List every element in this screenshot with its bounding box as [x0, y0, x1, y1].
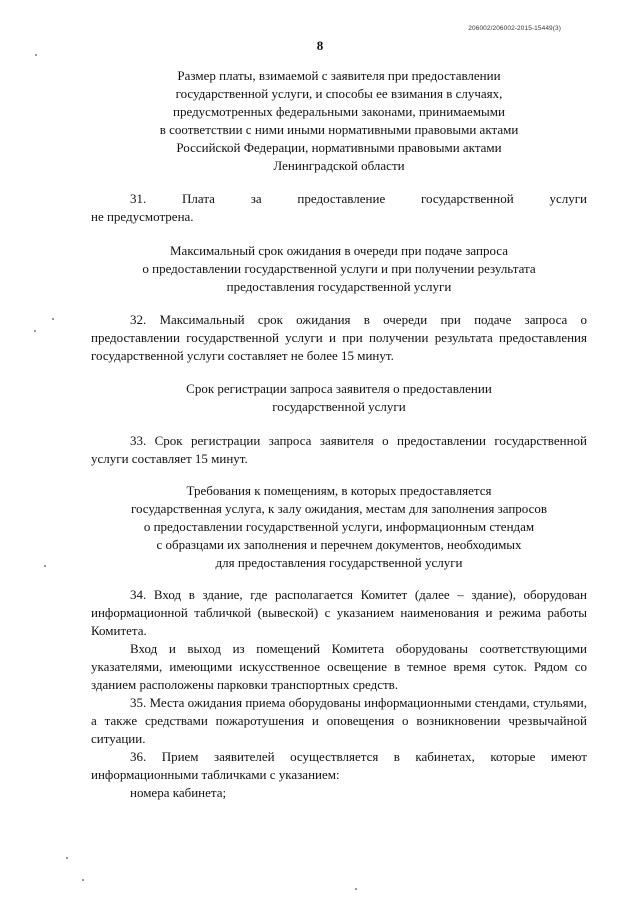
heading-line: предоставления государственной услуги: [226, 279, 452, 294]
paragraph-36-list-item: номера кабинета;: [130, 785, 227, 800]
scan-speck: [52, 318, 54, 320]
document-id: 206002/206002-2015-15449(3): [468, 25, 561, 32]
heading-line: Максимальный срок ожидания в очереди при подаче запроса: [169, 243, 509, 258]
heading-line: Ленинградской области: [273, 158, 405, 173]
heading-line: о предоставлении государственной услуги, информационным стендам: [143, 519, 535, 534]
heading-line: государственной услуги: [272, 399, 406, 414]
heading-line: государственная услуга, к залу ожидания, местам для заполнения запросов: [130, 501, 548, 516]
page-number: 8: [316, 38, 324, 53]
paragraph-33: [91, 432, 587, 468]
paragraph-32: [91, 311, 587, 365]
heading-line: государственной услуги, и способы ее взимания в случаях,: [175, 86, 503, 101]
paragraph-31-line-1: 31. Плата за предоставление государственной услуги: [130, 191, 587, 206]
paragraph-31: [91, 190, 587, 226]
heading-line: с образцами их заполнения и перечнем документов, необходимых: [156, 537, 522, 552]
heading-line: Российской Федерации, нормативными правовыми актами: [176, 140, 502, 155]
section-heading-fee: [91, 67, 587, 175]
section-heading-registration: [91, 380, 587, 416]
heading-line: для предоставления государственной услуги: [215, 555, 463, 570]
heading-line: Размер платы, взимаемой с заявителя при предоставлении: [177, 68, 501, 83]
paragraph-34b-text: Вход и выход из помещений Комитета оборудованы соответствующими указателями, имеющими искусственное освещение в темное время суток. Рядом со зданием расположены парковки транспортных средств.: [91, 641, 587, 692]
paragraph-32-text: 32. Максимальный срок ожидания в очереди при подаче запроса о предоставлении государственной услуги и при получении результата предоставления государственной услуги составляет не более 15 минут.: [91, 312, 587, 363]
paragraphs-34-36: [91, 586, 587, 802]
paragraph-36-text: 36. Прием заявителей осуществляется в кабинетах, которые имеют информационными табличками с указанием:: [91, 749, 587, 782]
scan-speck: [82, 879, 84, 881]
scan-speck: [355, 888, 357, 890]
heading-line: Требования к помещениям, в которых предоставляется: [186, 483, 492, 498]
heading-line: Срок регистрации запроса заявителя о предоставлении: [186, 381, 492, 396]
section-heading-premises: [91, 482, 587, 572]
section-heading-queue-time: [91, 242, 587, 296]
heading-line: о предоставлении государственной услуги и при получении результата: [142, 261, 536, 276]
paragraph-31-line-2: не предусмотрена.: [91, 209, 194, 224]
paragraph-33-text: 33. Срок регистрации запроса заявителя о предоставлении государственной услуги составляет 15 минут.: [91, 433, 587, 466]
paragraph-34-text: 34. Вход в здание, где располагается Комитет (далее – здание), оборудован информационной табличкой (вывеской) с указанием наименования и режима работы Комитета.: [91, 587, 587, 638]
heading-line: в соответствии с ними иными нормативными правовыми актами: [159, 122, 519, 137]
scan-speck: [35, 54, 37, 56]
scan-speck: [44, 565, 46, 567]
scan-speck: [34, 330, 36, 332]
paragraph-35-text: 35. Места ожидания приема оборудованы информационными стендами, стульями, а также средствами пожаротушения и оповещения о возникновении чрезвычайной ситуации.: [91, 695, 587, 746]
heading-line: предусмотренных федеральными законами, принимаемыми: [173, 104, 505, 119]
scan-speck: [66, 857, 68, 859]
